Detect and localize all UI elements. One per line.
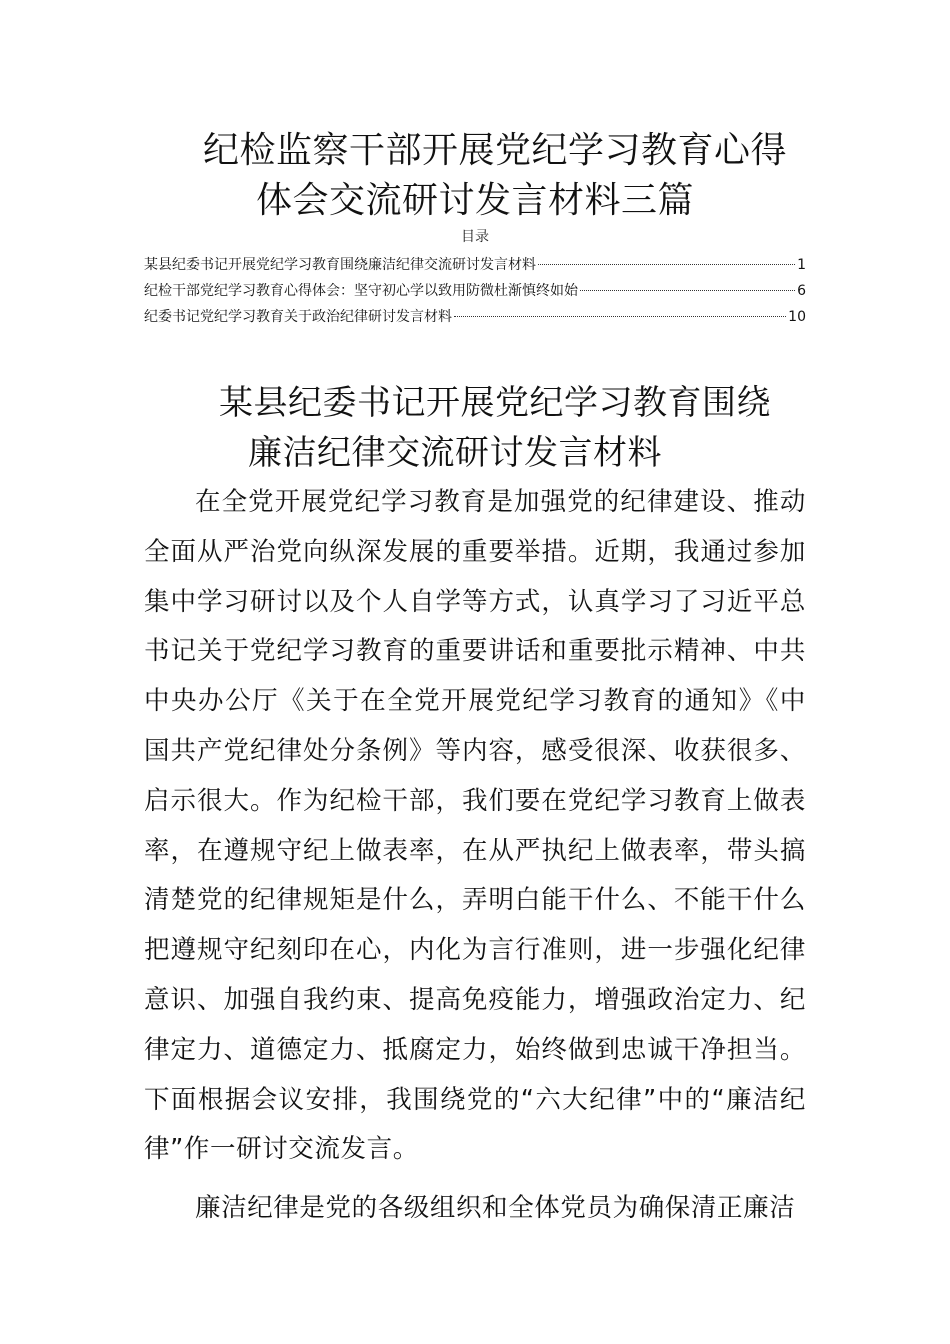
toc-entry-page: 10	[788, 309, 806, 325]
toc-entry-3[interactable]	[144, 304, 806, 330]
section-title-line-2: 廉洁纪律交流研讨发言材料	[248, 433, 662, 473]
section-title	[140, 378, 810, 478]
body-paragraph-2: 廉洁纪律是党的各级组织和全体党员为确保清正廉洁	[195, 1193, 796, 1224]
toc-entry-title: 纪检干部党纪学习教育心得体会：坚守初心学以致用防微杜渐慎终如始	[144, 283, 578, 299]
table-of-contents	[144, 252, 806, 330]
toc-entry-2[interactable]	[144, 278, 806, 304]
document-title-line-2: 体会交流研讨发言材料三篇	[255, 180, 694, 221]
document-title	[140, 126, 810, 226]
toc-leader-dots	[580, 290, 795, 291]
toc-entry-1[interactable]	[144, 252, 806, 278]
section-title-line-1: 某县纪委书记开展党纪学习教育围绕	[219, 383, 771, 423]
toc-leader-dots	[538, 264, 795, 265]
toc-entry-title: 纪委书记党纪学习教育关于政治纪律研讨发言材料	[144, 309, 452, 325]
toc-leader-dots	[454, 316, 786, 317]
body-paragraph-1: 在全党开展党纪学习教育是加强党的纪律建设、推动全面从严治党向纵深发展的重要举措。近期，我通过参加集中学习研讨以及个人自学等方式，认真学习了习近平总书记关于党纪学习教育的重要讲话和重要批示精神、中共中央办公厅《关于在全党开展党纪学习教育的通知》《中国共产党纪律处分条例》等内容，感受很深、收获很多、启示很大。作为纪检干部，我们要在党纪学习教育上做表率，在遵规守纪上做表率，在从严执纪上做表率，带头搞清楚党的纪律规矩是什么，弄明白能干什么、不能干什么把遵规守纪刻印在心，内化为言行准则，进一步强化纪律意识、加强自我约束、提高免疫能力，增强政治定力、纪律定力、道德定力、抵腐定力，始终做到忠诚干净担当。下面根据会议安排，我围绕党的“六大纪律”中的“廉洁纪律”作一研讨交流发言。	[144, 487, 806, 1165]
toc-entry-page: 1	[797, 257, 806, 273]
section-body	[144, 478, 806, 1234]
toc-heading: 目录	[461, 229, 489, 245]
toc-entry-page: 6	[797, 283, 806, 299]
document-title-line-1: 纪检监察干部开展党纪学习教育心得	[202, 130, 787, 171]
toc-entry-title: 某县纪委书记开展党纪学习教育围绕廉洁纪律交流研讨发言材料	[144, 257, 536, 273]
